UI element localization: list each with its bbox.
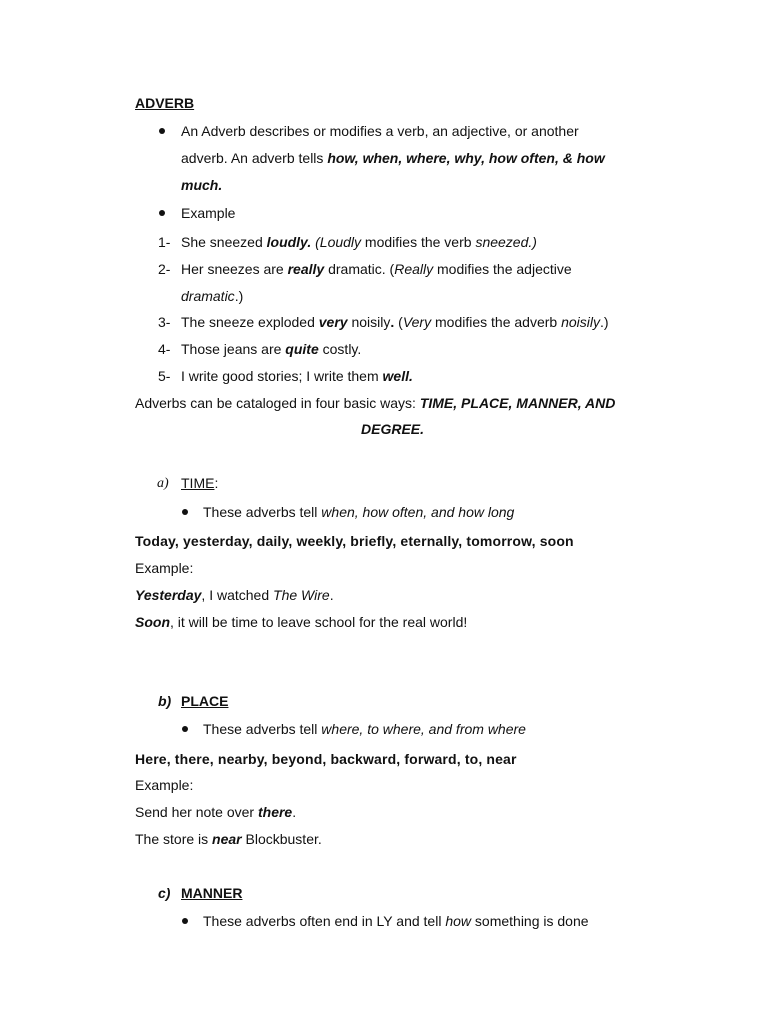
bullet-icon — [182, 918, 188, 924]
example-label: Example — [181, 205, 236, 221]
catalog-sentence: Adverbs can be cataloged in four basic ways: TIME, PLACE, MANNER, AND — [135, 395, 616, 411]
bullet-icon — [182, 726, 188, 732]
section-heading-manner: MANNER — [181, 885, 243, 901]
example-label: Example: — [135, 560, 194, 576]
example-item: 2- Her sneezes are really dramatic. (Really modifies the adjective — [158, 261, 572, 277]
example-item: 5- I write good stories; I write them well. — [158, 368, 413, 384]
example-item: 4- Those jeans are quite costly. — [158, 341, 362, 357]
section-letter: c) — [158, 885, 171, 901]
example-item-continuation: dramatic.) — [181, 288, 244, 304]
catalog-sentence-end: DEGREE. — [361, 421, 425, 437]
section-description: These adverbs tell when, how often, and how long — [203, 504, 515, 520]
intro-definition-line2: adverb. An adverb tells how, when, where, why, how often, & how — [181, 150, 605, 166]
section-description: These adverbs often end in LY and tell how something is done — [203, 913, 589, 929]
section-heading-time: TIME: — [181, 475, 219, 491]
bullet-icon — [159, 210, 165, 216]
example-sentence: Send her note over there. — [135, 804, 297, 820]
example-sentence: Yesterday, I watched The Wire. — [135, 587, 334, 603]
example-item: 3- The sneeze exploded very noisily. (Very modifies the adverb noisily.) — [158, 314, 609, 330]
section-letter: a) — [157, 476, 169, 491]
adverb-list: Today, yesterday, daily, weekly, briefly, eternally, tomorrow, soon — [135, 533, 574, 549]
example-sentence: Soon, it will be time to leave school for the real world! — [135, 614, 468, 630]
adverb-list: Here, there, nearby, beyond, backward, forward, to, near — [135, 751, 517, 767]
section-description: These adverbs tell where, to where, and from where — [203, 721, 526, 737]
section-letter: b) — [158, 693, 172, 709]
intro-definition-line1: An Adverb describes or modifies a verb, an adjective, or another — [181, 123, 579, 139]
example-label: Example: — [135, 777, 194, 793]
bullet-icon — [182, 509, 188, 515]
example-sentence: The store is near Blockbuster. — [135, 831, 322, 847]
page-title: ADVERB — [135, 95, 195, 111]
intro-definition-line3: much. — [181, 177, 223, 193]
bullet-icon — [159, 128, 165, 134]
example-item: 1- She sneezed loudly. (Loudly modifies the verb sneezed.) — [158, 234, 537, 250]
section-heading-place: PLACE — [181, 693, 229, 709]
